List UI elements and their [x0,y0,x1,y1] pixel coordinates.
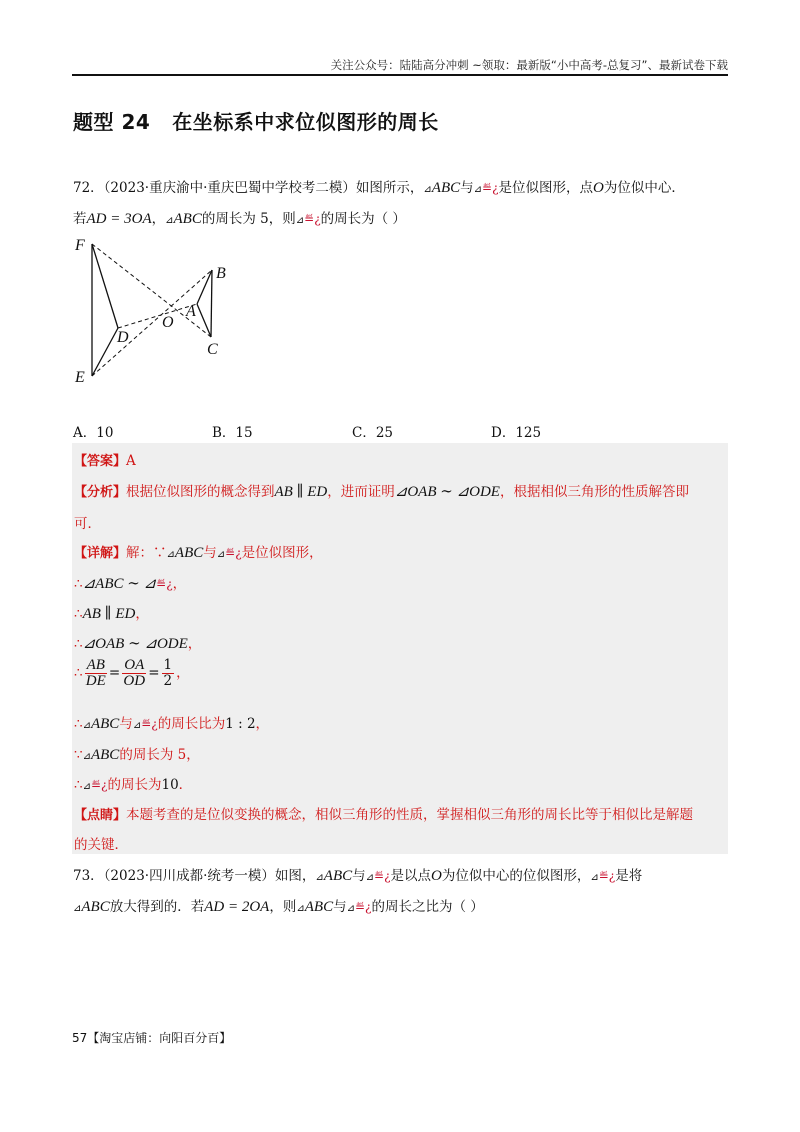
detail-line-1: 【详解】解：∵⊿ABC与⊿≝¿是位似图形， [74,545,323,561]
q73-equation: AD = 2OA [204,899,270,915]
detail-line-3: ∴AB ∥ ED， [74,606,149,622]
analysis-line-1: 【分析】根据位似图形的概念得到AB ∥ ED，进而证明⊿OAB ∼ ⊿ODE，根据相似三角形的性质解答即 [74,484,689,500]
q72-figure [70,236,240,386]
fraction-ab-de: $\frac{AB}{DE}$ [85,657,106,689]
analysis-tag: 【分析】 [74,485,127,500]
label-c: C [207,341,218,358]
option-a[interactable]: A．10 [73,425,114,441]
section-heading: 在坐标系中求位似图形的周长 [172,110,439,134]
section-title [73,106,439,135]
q72-line-1: 72．（2023·重庆渝中·重庆巴蜀中学校考二模）如图所示，⊿ABC与⊿≝¿是位似图形，点O为位似中心． [73,180,685,196]
q73-line-2: ⊿ABC放大得到的．若AD = 2OA，则⊿ABC与⊿≝¿的周长之比为（ ） [73,899,484,915]
fraction-oa-od: $\frac{OA}{OD}$ [123,657,146,689]
point-tag: 【点睛】 [74,808,127,823]
label-b: B [216,265,226,282]
fraction-one-half: $\frac{1}{2}$ [163,657,173,689]
option-d[interactable]: D．125 [491,425,542,441]
q72-line-2: 若AD = 3OA，⊿ABC的周长为 5，则⊿≝¿的周长为（ ） [73,211,406,227]
answer-line [74,450,136,469]
broken-glyph: ≝¿ [482,181,499,195]
detail-tag: 【详解】 [74,546,127,561]
page-header: 关注公众号：陆陆高分冲刺 ~领取：最新版“小中高考-总复习”、最新试卷下载 [330,58,728,72]
q72-number: 72． [73,180,104,196]
label-f: F [75,237,85,254]
detail-line-8: ∴⊿≝¿的周长为10． [74,777,193,793]
q73-line-1: 73．（2023·四川成都·统考一模）如图，⊿ABC与⊿≝¿是以点O为位似中心的位似图形，⊿≝¿是将 [73,868,643,884]
q72-equation: AD = 3OA [86,211,152,227]
edge-ba [197,270,212,304]
analysis-line-2: 可． [74,516,101,532]
label-d: D [117,329,129,346]
edge-bc [211,270,212,337]
q72-source: （2023·重庆渝中·重庆巴蜀中学校考二模）如图所示， [103,180,424,196]
label-o: O [162,314,174,331]
q73-number: 73． [73,868,104,884]
point-line-1: 【点睛】本题考查的是位似变换的概念，相似三角形的性质，掌握相似三角形的周长比等于相似比是解题 [74,807,694,823]
section-label: 题型 24 [73,110,151,134]
detail-line-5: ∴ $\frac{AB}{DE}$ = $\frac{OA}{OD}$ = $\frac{1}{2}$ ， [74,657,190,689]
detail-line-4: ∴⊿OAB ∼ ⊿ODE， [74,636,202,652]
edge-fd [92,244,118,328]
label-e: E [75,369,85,386]
page-number: 57 [72,1031,88,1045]
header-rule [72,74,728,76]
detail-line-6: ∴⊿ABC与⊿≝¿的周长比为1 : 2， [74,716,270,732]
answer-tag: 【答案】 [74,454,127,469]
page-footer [72,1029,231,1046]
dash-eb [92,270,212,376]
edge-de [92,328,118,376]
q73-source: （2023·四川成都·统考一模）如图， [103,868,316,884]
tri-abc: ABC [431,180,461,196]
label-a: A [186,303,196,320]
shop-label: 【淘宝店铺：向阳百分百】 [87,1031,232,1045]
answer-value: A [126,453,136,469]
detail-line-7: ∵⊿ABC的周长为 5， [74,747,200,763]
option-c[interactable]: C．25 [352,425,394,441]
detail-line-2: ∴⊿ABC ∼ ⊿≝¿， [74,576,187,592]
option-b[interactable]: B．15 [212,425,253,441]
point-line-2: 的关键． [74,837,128,853]
